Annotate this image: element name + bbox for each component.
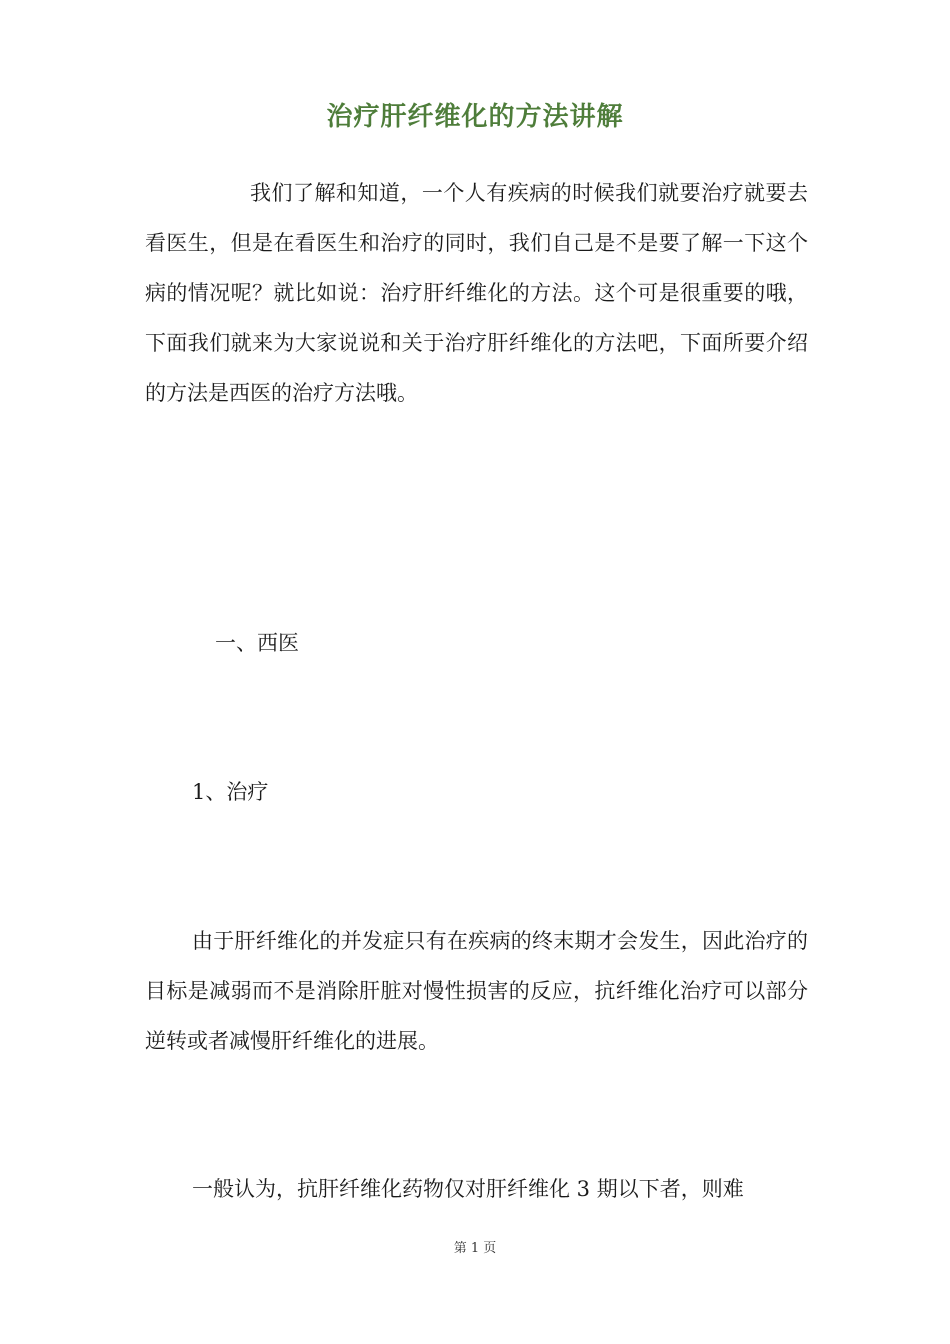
drug-paragraph: 一般认为，抗肝纤维化药物仅对肝纤维化 3 期以下者，则难	[192, 1177, 744, 1201]
page-number-footer: 第 1 页	[453, 1241, 497, 1256]
intro-paragraph: 我们了解和知道，一个人有疾病的时候我们就要治疗就要去看医生，但是在看医生和治疗的同时，我们自己是不是要了解一下这个病的情况呢？就比如说：治疗肝纤维化的方法。这个可是很重要的哦，下面我们就来为大家说说和关于治疗肝纤维化的方法吧，下面所要介绍的方法是西医的治疗方法哦。	[145, 181, 808, 405]
subsection-heading-treatment: 1、治疗	[192, 780, 269, 804]
section-heading-western-medicine: 一、西医	[215, 631, 299, 655]
document-title: 治疗肝纤维化的方法讲解	[326, 102, 624, 132]
treatment-paragraph: 由于肝纤维化的并发症只有在疾病的终末期才会发生，因此治疗的目标是减弱而不是消除肝脏对慢性损害的反应，抗纤维化治疗可以部分逆转或者减慢肝纤维化的进展。	[145, 929, 808, 1053]
